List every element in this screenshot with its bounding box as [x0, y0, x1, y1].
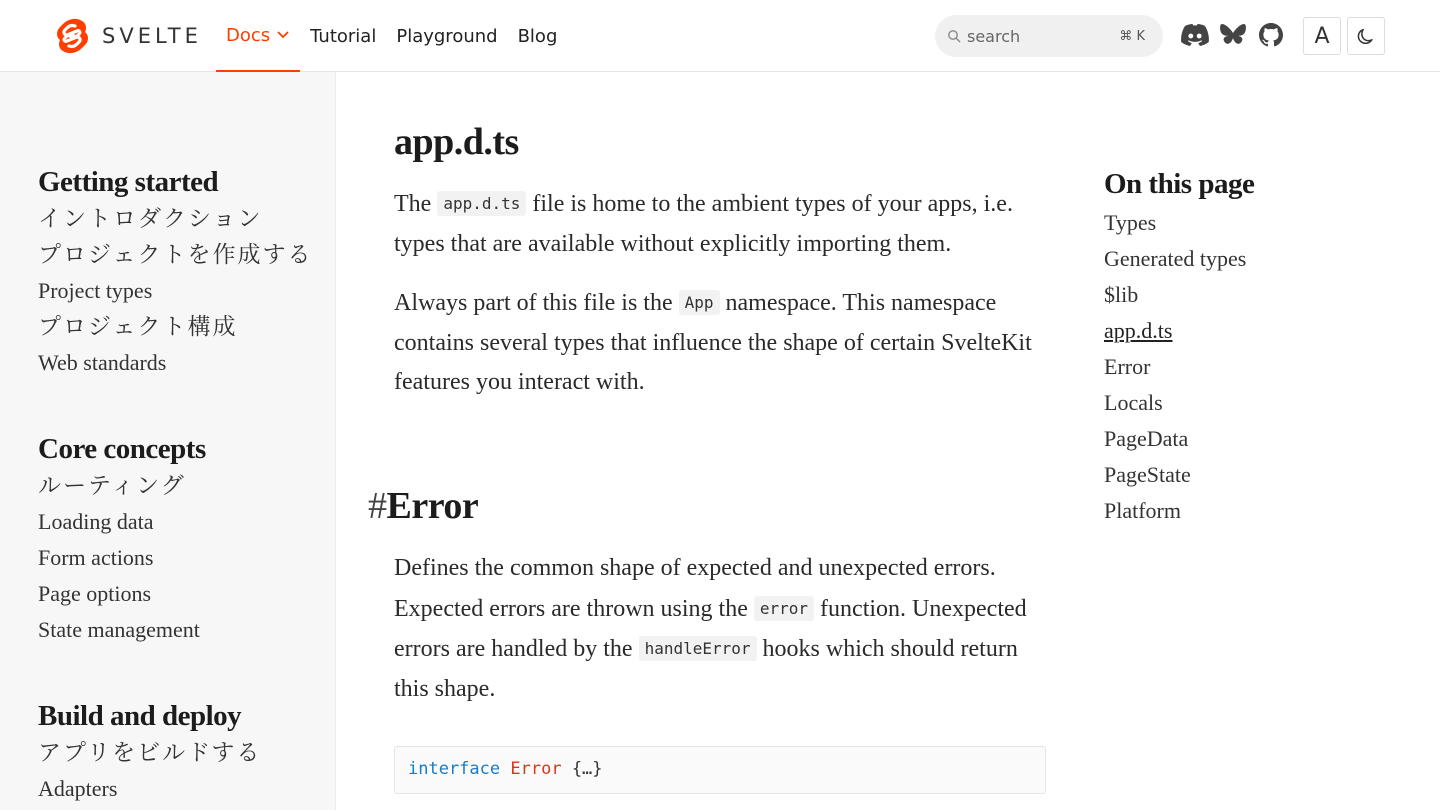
nav-docs-label: Docs	[226, 24, 271, 46]
sidebar-section-getting-started	[38, 166, 313, 381]
text: hooks which should return this shape.	[394, 636, 1018, 702]
sidebar-item-loading-data[interactable]: Loading data	[38, 509, 154, 534]
code-keyword: interface	[408, 759, 501, 779]
chevron-down-icon	[276, 28, 290, 42]
moon-icon	[1356, 26, 1376, 46]
namespace-paragraph	[394, 283, 1054, 403]
text: file is home to the ambient types of your apps, i.e. types that are available without explicitly importing them.	[394, 191, 1013, 257]
sidebar-item-form-actions[interactable]: Form actions	[38, 545, 154, 570]
bluesky-icon[interactable]	[1218, 20, 1248, 50]
intro-paragraph	[394, 184, 1054, 264]
text: namespace. This namespace contains several types that influence the shape of certain SvelteKit features you interact with.	[394, 290, 1032, 395]
top-navbar	[0, 0, 1440, 72]
sidebar-item-building-your-app[interactable]: アプリをビルドする	[38, 740, 262, 766]
sidebar-item-page-options[interactable]: Page options	[38, 581, 152, 606]
toc-item-types[interactable]: Types	[1104, 210, 1157, 235]
logo-text: SVELTE	[102, 24, 202, 48]
nav-playground[interactable]: Playground	[396, 25, 498, 47]
error-paragraph	[394, 549, 1054, 709]
section-heading-error	[368, 484, 478, 528]
text: The	[394, 191, 438, 217]
svelte-logo-icon	[54, 16, 90, 56]
toc-item-platform[interactable]: Platform	[1104, 498, 1181, 523]
toc-item-lib[interactable]: $lib	[1104, 282, 1139, 307]
sidebar-section-title: Core concepts	[38, 433, 206, 465]
toc-item-app-d-ts[interactable]: app.d.ts	[1104, 318, 1173, 343]
sidebar-item-web-standards[interactable]: Web standards	[38, 350, 167, 375]
discord-icon[interactable]	[1180, 20, 1210, 50]
inline-code: handleError	[639, 636, 757, 661]
search-shortcut: ⌘ K	[1119, 28, 1145, 44]
nav-tutorial[interactable]: Tutorial	[310, 25, 377, 47]
docs-sidebar	[0, 72, 336, 810]
on-this-page-nav	[1104, 168, 1404, 529]
code-type: Error	[510, 759, 562, 779]
sidebar-section-title: Build and deploy	[38, 700, 242, 732]
github-icon[interactable]	[1256, 20, 1286, 50]
text: Always part of this file is the	[394, 290, 679, 316]
toc-item-pagestate[interactable]: PageState	[1104, 462, 1191, 487]
language-toggle-button[interactable]: A	[1303, 17, 1341, 55]
svelte-logo-link[interactable]	[54, 16, 202, 56]
code-expand-toggle[interactable]: {…}	[571, 759, 603, 779]
sidebar-section-title: Getting started	[38, 166, 219, 198]
toc-item-pagedata[interactable]: PageData	[1104, 426, 1189, 451]
inline-code: App	[679, 290, 720, 315]
sidebar-item-state-management[interactable]: State management	[38, 617, 200, 642]
main-nav	[216, 0, 577, 72]
text: Defines the common shape of expected and unexpected errors. Expected errors are thrown using the	[394, 555, 996, 622]
sidebar-section-build-and-deploy	[38, 700, 261, 807]
text: function. Unexpected errors are handled by the	[394, 595, 1027, 662]
sidebar-item-project-structure[interactable]: プロジェクト構成	[38, 314, 238, 340]
nav-docs[interactable]	[216, 0, 300, 72]
sidebar-item-introduction[interactable]: イントロダクション	[38, 206, 263, 232]
sidebar-item-routing[interactable]: ルーティング	[38, 473, 186, 499]
search-icon	[947, 29, 961, 43]
sidebar-item-project-types[interactable]: Project types	[38, 278, 153, 303]
heading-anchor-link[interactable]: #	[368, 485, 387, 527]
inline-code: error	[754, 596, 814, 621]
social-links	[1180, 20, 1294, 50]
search-input[interactable]	[967, 27, 1097, 46]
sidebar-item-creating-a-project[interactable]: プロジェクトを作成する	[38, 242, 313, 268]
heading-text: Error	[386, 485, 479, 527]
sidebar-section-core-concepts	[38, 433, 206, 648]
theme-toggle-button[interactable]	[1347, 17, 1385, 55]
inline-code: app.d.ts	[437, 191, 526, 216]
toc-item-locals[interactable]: Locals	[1104, 390, 1163, 415]
nav-blog[interactable]: Blog	[517, 25, 558, 47]
toc-item-error[interactable]: Error	[1104, 354, 1151, 379]
toc-title: On this page	[1104, 168, 1255, 200]
toc-item-generated-types[interactable]: Generated types	[1104, 246, 1247, 271]
page-title: app.d.ts	[394, 121, 519, 163]
sidebar-item-adapters[interactable]: Adapters	[38, 776, 118, 801]
search-box[interactable]	[935, 15, 1163, 57]
code-block[interactable]	[394, 746, 1046, 794]
